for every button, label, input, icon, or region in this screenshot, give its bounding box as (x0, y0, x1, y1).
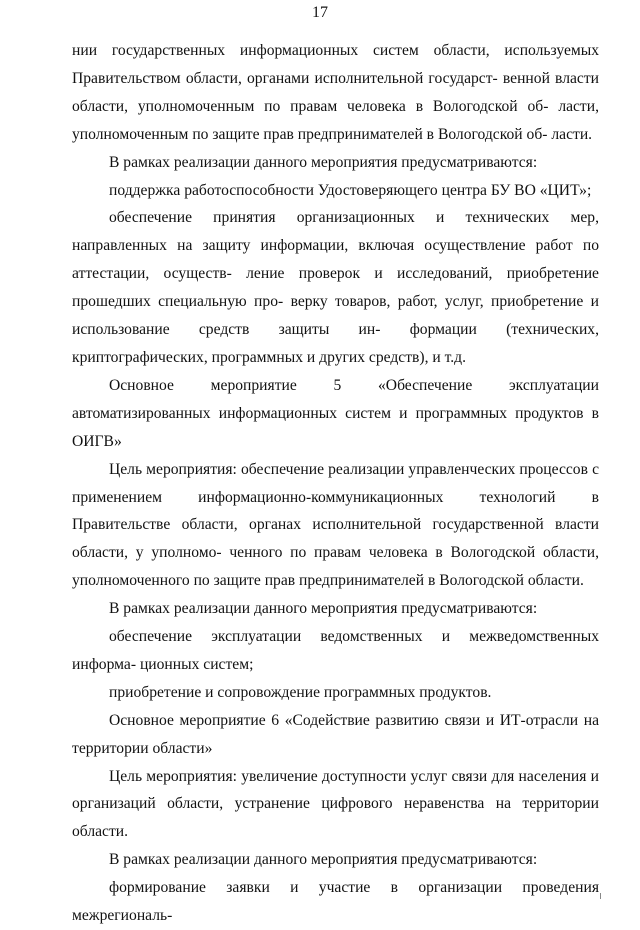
line: Основное мероприятие 6 «Содействие развитию связи и ИТ-отрасли на (109, 711, 599, 729)
line: обеспечение принятия организационных и технических мер, направленных (72, 209, 599, 255)
line: т.д. (444, 348, 467, 366)
line: организаций области, устранение цифрового неравенства на территории области. (72, 795, 599, 841)
paragraph-3 (72, 177, 599, 205)
body-text (72, 37, 599, 930)
scan-edge-mark (600, 893, 601, 899)
line: ласти, уполномоченным по защите прав предпринимателей в Вологодской об- (72, 97, 599, 143)
line: формирование заявки и участие в организации проведения межрегиональ- (72, 879, 599, 925)
line: применением информационно-коммуникационных технологий в Правительстве (72, 488, 599, 534)
line: на защиту информации, включая осуществление работ по аттестации, осуществ- (72, 237, 599, 283)
line: поддержка работоспособности Удостоверяющего центра БУ ВО «ЦИТ»; (109, 181, 592, 199)
line: В рамках реализации данного мероприятия предусматриваются: (109, 600, 538, 618)
line: Цель мероприятия: увеличение доступности услуг связи для населения и (109, 767, 599, 785)
line: В рамках реализации данного мероприятия предусматриваются: (109, 153, 538, 171)
line: верку товаров, работ, услуг, приобретение и использование средств защиты ин- (72, 293, 600, 339)
paragraph-7 (72, 595, 599, 623)
line: обеспечение эксплуатации ведомственных и межведомственных информа- (72, 628, 599, 673)
line: ление проверок и исследований, приобретение прошедших специальную про- (72, 265, 599, 311)
page-number: 17 (312, 4, 328, 21)
line: приобретение и сопровождение программных продуктов. (109, 683, 492, 701)
paragraph-13 (72, 874, 599, 930)
paragraph-4 (72, 204, 599, 371)
line: территории области» (72, 739, 213, 757)
line: Основное мероприятие 5 «Обеспечение эксплуатации автоматизированных (72, 376, 599, 422)
paragraph-11 (72, 763, 599, 847)
line: формации (технических, криптографических, программных и других средств), и (72, 321, 600, 366)
line: информационных систем и программных продуктов в ОИГВ» (72, 404, 599, 450)
line: области, органах исполнительной государственной власти области, у уполномо- (72, 516, 599, 562)
line: ласти. (551, 125, 593, 143)
line: ционных систем; (139, 655, 254, 673)
paragraph-6 (72, 456, 599, 596)
line: Цель мероприятия: обеспечение реализации управленческих процессов с (109, 460, 599, 478)
paragraph-9 (72, 679, 599, 707)
paragraph-5 (72, 372, 599, 456)
line: нии государственных информационных систем области, (72, 42, 490, 59)
line: В рамках реализации данного мероприятия предусматриваются: (109, 851, 538, 869)
paragraph-1 (72, 37, 599, 149)
paragraph-10 (72, 707, 599, 763)
paragraph-2 (72, 149, 599, 177)
line: венной власти области, уполномоченным по правам человека в Вологодской об- (72, 69, 599, 115)
paragraph-8 (72, 623, 599, 679)
line: прав предпринимателей в Вологодской области. (264, 572, 584, 590)
paragraph-12 (72, 846, 599, 874)
line: ченного по правам человека в Вологодской области, уполномоченного по защите (72, 544, 599, 590)
line: используемых Правительством области, органами исполнительной государст- (72, 42, 600, 87)
